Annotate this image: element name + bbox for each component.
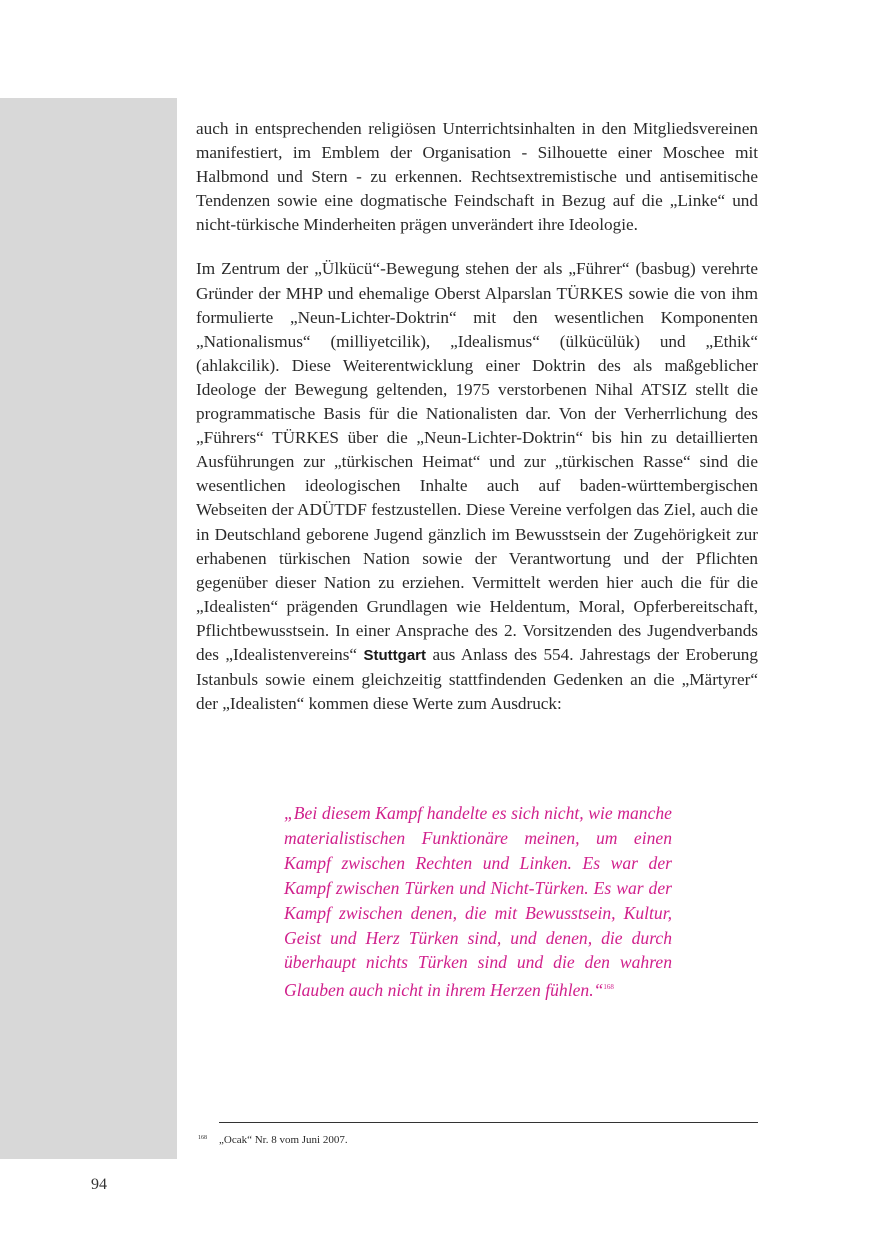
footnote-text: „Ocak“ Nr. 8 vom Juni 2007. (219, 1134, 348, 1146)
page-sidebar-band (0, 98, 177, 1159)
paragraph-2 (196, 257, 758, 716)
footnote (198, 1131, 348, 1147)
quote-footnote-ref: 168 (603, 983, 614, 992)
paragraph-1: auch in entsprechenden religiösen Unterrichtsinhalten in den Mitgliedsvereinen manifestiert, im Emblem der Organisation - Silhouette einer Moschee mit Halbmond und Stern - zu erkennen. Rechtsextremistische und antisemitische Tendenzen sowie eine dogmatische Feindschaft in Bezug auf die „Linke“ und nicht-türkische Minderheiten prägen unverändert ihre Ideologie. (196, 119, 758, 235)
page-number: 94 (91, 1176, 107, 1193)
footnote-divider (219, 1122, 758, 1123)
main-text (196, 117, 758, 716)
paragraph-2-text-b: aus Anlass des 554. Jahrestags der Eroberung Istanbuls sowie einem gleichzeitig stattfindenden Gedenken an die „Märtyrer“ der „Idealisten“ kommen diese Werte zum Ausdruck: (196, 644, 758, 714)
paragraph-2-text-a: Im Zentrum der „Ülkücü“-Bewegung stehen der als „Führer“ (basbug) verehrte Gründer der MHP und ehemalige Oberst Alparslan TÜRKES sowie die von ihm formulierte „Neun-Lichter-Doktrin“ mit den wesentlichen Komponenten „Nationalismus“ (milliyetcilik), „Idealismus“ (ülkücülük) und „Ethik“ (ahlakcilik). Diese Weiterentwicklung einer Doktrin des als maßgeblicher Ideologe der Bewegung geltenden, 1975 verstorbenen Nihal ATSIZ stellt die programmatische Basis für die Nationalisten dar. Von der Verherrlichung des „Führers“ TÜRKES über die „Neun-Lichter-Doktrin“ bis hin zu detaillierten Ausführungen zur „türkischen Heimat“ und zur „türkischen Rasse“ sind die wesentlichen ideologischen Inhalte auch auf baden-württembergischen Webseiten der ADÜTDF festzustellen. Diese Vereine verfolgen das Ziel, auch die in Deutschland geborene Jugend gänzlich im Bewusstsein der Zugehörigkeit zur erhabenen türkischen Nation sowie der Verantwortung und der Pflichten gegenüber dieser Nation zu erziehen. Vermittelt werden hier auch die für die „Idealisten“ prägenden Grundlagen wie Heldentum, Moral, Opferbereitschaft, Pflichtbewusstsein. In einer Ansprache des 2. Vorsitzenden des Jugendverbands des „Idealistenvereins“ (196, 259, 758, 664)
emphasized-place-name: Stuttgart (363, 646, 427, 664)
footnote-number: 168 (198, 1135, 207, 1141)
block-quote (284, 801, 672, 1003)
quote-text: „Bei diesem Kampf handelte es sich nicht, wie manche materialistischen Funktionäre meinen, um einen Kampf zwischen Rechten und Linken. Es war der Kampf zwischen Türken und Nicht-Türken. Es war der Kampf zwischen denen, die mit Bewusstsein, Kultur, Geist und Herz Türken sind, und denen, die durch überhaupt nichts Türken sind und die den wahren Glauben auch nicht in ihrem Herzen fühlen.“ (284, 803, 672, 1001)
